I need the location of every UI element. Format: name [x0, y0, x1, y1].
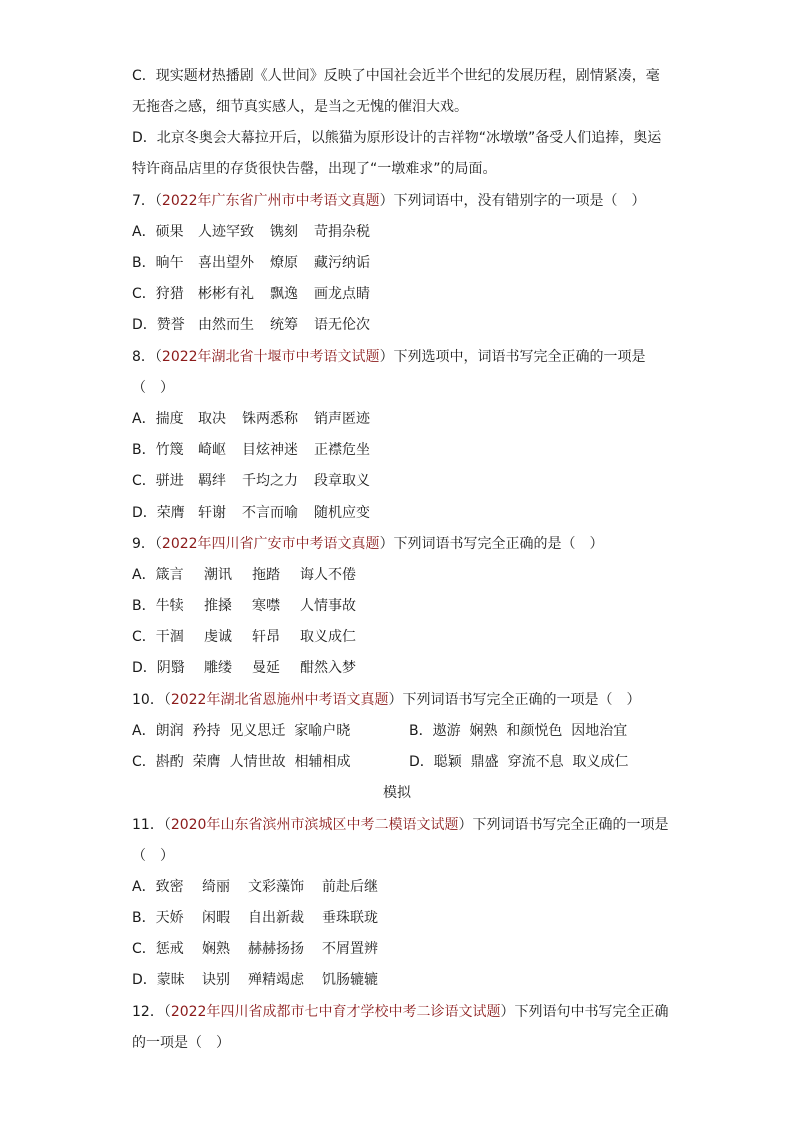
question-source: 2022年湖北省恩施州中考语文真题 — [170, 692, 389, 708]
q9-option-c — [132, 627, 356, 647]
question-number: 10．（ — [132, 692, 171, 708]
option-word: B．竹篾 — [132, 442, 184, 458]
option-word: 千均之力 — [242, 473, 298, 489]
option-word: 轩谢 — [198, 505, 226, 521]
q9-option-b — [132, 596, 356, 616]
q7-option-d — [132, 315, 370, 335]
option-word: 垂珠联珑 — [322, 910, 378, 926]
option-word: 销声匿迹 — [314, 411, 370, 427]
q11-option-c — [132, 939, 378, 959]
option-word: 统筹 — [270, 317, 298, 333]
q9-option-d — [132, 658, 356, 678]
option-word: 诲人不倦 — [300, 567, 356, 583]
q12-stem-line2: 的一项是（ ） — [132, 1035, 230, 1051]
option-word: B．天娇 — [132, 910, 184, 926]
option-word: 潮讯 — [204, 567, 232, 583]
option-word: 取义成仁 — [300, 629, 356, 645]
option-word: 羁绊 — [198, 473, 226, 489]
q7-stem — [132, 191, 646, 211]
q8-answer-parens: （ ） — [132, 380, 174, 396]
option-word: 前赴后继 — [322, 879, 378, 895]
option-word: B．牛犊 — [132, 598, 184, 614]
option-word: A．箴言 — [132, 567, 184, 583]
question-text: ）下列词语中，没有错别字的一项是（ ） — [379, 193, 646, 209]
option-word: 苛捐杂税 — [314, 224, 370, 240]
q11-option-a — [132, 877, 378, 897]
option-word: 人情事故 — [300, 598, 356, 614]
option-word: 彬彬有礼 — [198, 286, 254, 302]
option-word: 曼延 — [252, 660, 280, 676]
option-word: 铢两悉称 — [242, 411, 298, 427]
section-heading: 模拟 — [383, 785, 411, 801]
q8-option-b — [132, 440, 370, 460]
option-word: D．赞誉 — [132, 317, 185, 333]
q8-option-d — [132, 503, 370, 523]
option-word: 闲暇 — [202, 910, 230, 926]
q6-option-c-line1: C．现实题材热播剧《人世间》反映了中国社会近半个世纪的发展历程，剧情紧凑，毫 — [132, 68, 660, 84]
q11-option-b — [132, 908, 378, 928]
q8-option-a — [132, 409, 370, 429]
option-word: 镌刻 — [270, 224, 298, 240]
question-text: ）下列词语书写完全正确的是（ ） — [379, 536, 604, 552]
option-word: 不言而喻 — [242, 505, 298, 521]
q9-option-a — [132, 565, 356, 585]
q6-option-d-line1: D．北京冬奥会大幕拉开后，以熊猫为原形设计的吉祥物“冰墩墩”备受人们追捧，奥运 — [132, 130, 662, 146]
option-word: 飘逸 — [270, 286, 298, 302]
option-word: 段章取义 — [314, 473, 370, 489]
q11-option-d — [132, 970, 378, 990]
q7-option-c — [132, 284, 370, 304]
option-word: 酣然入梦 — [300, 660, 356, 676]
option-word: D．阴翳 — [132, 660, 185, 676]
option-word: A．致密 — [132, 879, 184, 895]
q7-option-a — [132, 222, 370, 242]
option-word: 寒噤 — [252, 598, 280, 614]
option-word: 语无伦次 — [314, 317, 370, 333]
question-text: ）下列语句中书写完全正确 — [500, 1004, 669, 1020]
question-source: 2022年广东省广州市中考语文真题 — [161, 193, 380, 209]
option-word: 殚精竭虑 — [248, 972, 304, 988]
q6-option-c-line2: 无拖沓之感，细节真实感人，是当之无愧的催泪大戏。 — [132, 99, 468, 115]
option-word: D．蒙昧 — [132, 972, 185, 988]
question-source: 2022年四川省广安市中考语文真题 — [161, 536, 380, 552]
q8-option-c — [132, 471, 370, 491]
q6-option-d-line2: 特许商品店里的存货很快告罄，出现了“一墩难求”的局面。 — [132, 161, 497, 177]
option-word: 推搡 — [204, 598, 232, 614]
question-source: 2022年四川省成都市七中育才学校中考二诊语文试题 — [170, 1004, 501, 1020]
option-word: 燎原 — [270, 255, 298, 271]
question-text: ）下列词语书写完全正确的一项是 — [458, 817, 669, 833]
option-word: 虔诚 — [204, 629, 232, 645]
option-word: 雕缕 — [204, 660, 232, 676]
question-number: 12．（ — [132, 1004, 171, 1020]
option-word: 自出新裁 — [248, 910, 304, 926]
option-word: 目炫神迷 — [242, 442, 298, 458]
option-word: 由然而生 — [198, 317, 254, 333]
question-number: 8．（ — [132, 349, 162, 365]
option-word: A．揣度 — [132, 411, 184, 427]
option-word: 正襟危坐 — [314, 442, 370, 458]
q9-stem — [132, 534, 604, 554]
q10-option-b: B．遨游 娴熟 和颜悦色 因地治宜 — [409, 723, 628, 739]
question-source: 2022年湖北省十堰市中考语文试题 — [161, 349, 380, 365]
option-word: 赫赫扬扬 — [248, 941, 304, 957]
q12-stem — [132, 1002, 668, 1022]
option-word: 随机应变 — [314, 505, 370, 521]
option-word: 绮丽 — [202, 879, 230, 895]
q10-option-c: C．斟酌 荣膺 人情世故 相辅相成 — [132, 754, 351, 770]
question-text: ）下列词语书写完全正确的一项是（ ） — [388, 692, 641, 708]
option-word: C．狩猎 — [132, 286, 184, 302]
question-number: 7．（ — [132, 193, 162, 209]
question-text: ）下列选项中，词语书写完全正确的一项是 — [379, 349, 646, 365]
option-word: 取决 — [198, 411, 226, 427]
q7-option-b — [132, 253, 370, 273]
option-word: C．干涸 — [132, 629, 184, 645]
q10-option-a: A．朗润 矜持 见义思迁 家喻户晓 — [132, 723, 351, 739]
q11-stem — [132, 815, 668, 835]
option-word: C．惩戒 — [132, 941, 184, 957]
q10-stem — [132, 690, 640, 710]
option-word: 饥肠辘辘 — [322, 972, 378, 988]
q11-answer-parens: （ ） — [132, 848, 174, 864]
option-word: B．晌午 — [132, 255, 184, 271]
option-word: 拖踏 — [252, 567, 280, 583]
option-word: D．荣膺 — [132, 505, 185, 521]
option-word: 人迹罕致 — [198, 224, 254, 240]
question-number: 9．（ — [132, 536, 162, 552]
option-word: 不屑置辨 — [322, 941, 378, 957]
question-source: 2020年山东省滨州市滨城区中考二模语文试题 — [170, 817, 459, 833]
option-word: 画龙点睛 — [314, 286, 370, 302]
q8-stem — [132, 347, 646, 367]
option-word: 娴熟 — [202, 941, 230, 957]
option-word: 藏污纳诟 — [314, 255, 370, 271]
question-number: 11．（ — [132, 817, 171, 833]
option-word: C．骈进 — [132, 473, 184, 489]
q10-option-d: D．聪颖 鼎盛 穿流不息 取义成仁 — [409, 754, 629, 770]
option-word: 文彩藻饰 — [248, 879, 304, 895]
option-word: A．硕果 — [132, 224, 184, 240]
option-word: 轩昂 — [252, 629, 280, 645]
option-word: 崎岖 — [198, 442, 226, 458]
option-word: 喜出望外 — [198, 255, 254, 271]
option-word: 诀别 — [202, 972, 230, 988]
